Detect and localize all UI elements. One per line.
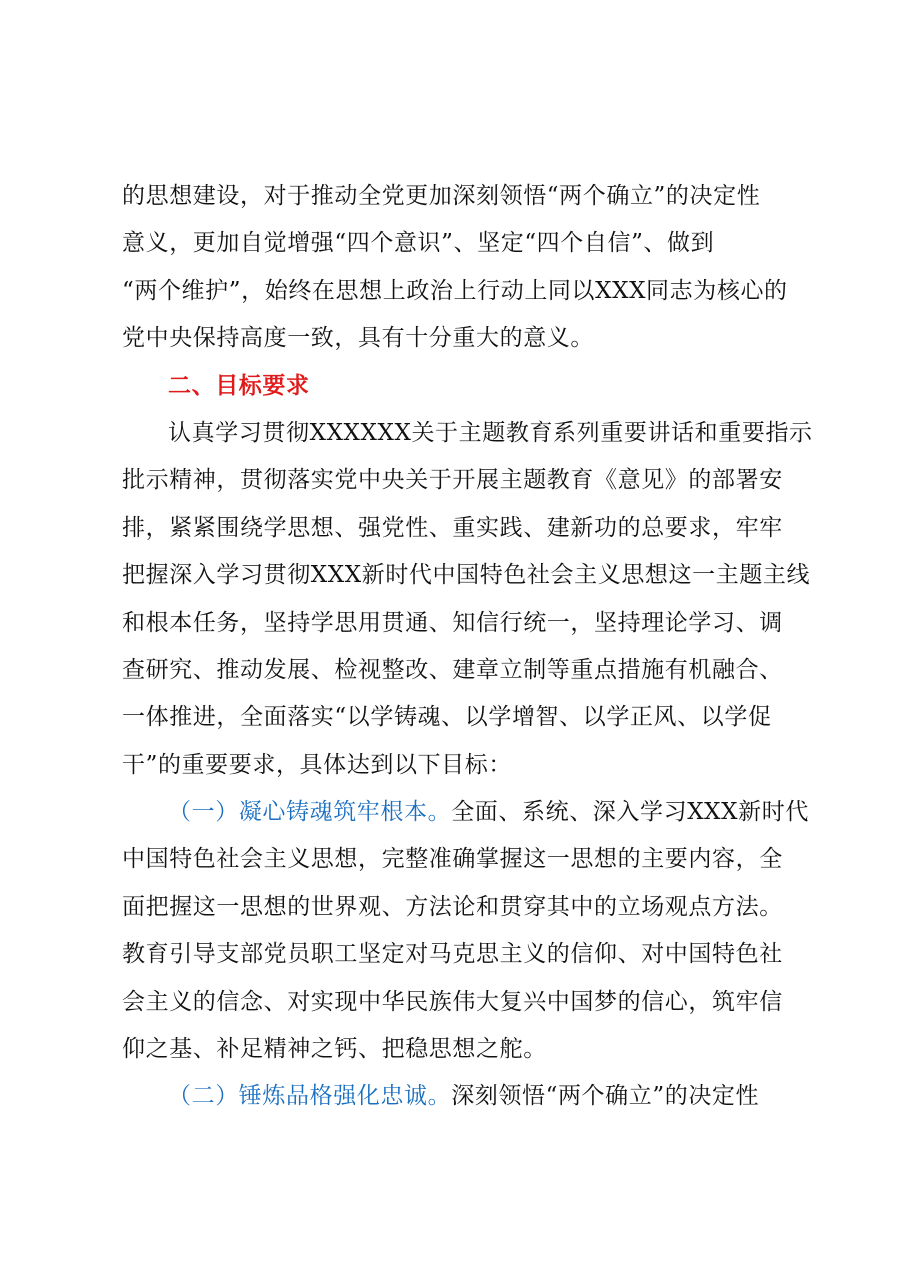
body-line: “两个维护”，始终在思想上政治上行动上同以XXX同志为核心的 (122, 277, 788, 304)
sub1-line: 教育引导支部党员职工坚定对马克思主义的信仰、对中国特色社 (122, 941, 783, 968)
body-line: 意义，更加自觉增强“四个意识”、坚定“四个自信”、做到 (122, 230, 715, 257)
goal-paragraph-line: 把握深入学习贯彻XXX新时代中国特色社会主义思想这一主题主线 (122, 562, 811, 589)
goal-paragraph-line: 认真学习贯彻XXXXXX关于主题教育系列重要讲话和重要指示 (168, 419, 813, 446)
section-heading-goals: 二、目标要求 (168, 372, 310, 399)
sub2-first-line-text: 深刻领悟“两个确立”的决定性 (451, 1083, 760, 1110)
goal-paragraph-line: 和根本任务，坚持学思用贯通、知信行统一，坚持理论学习、调 (122, 609, 783, 636)
goal-paragraph-line: 干”的重要要求，具体达到以下目标： (122, 751, 512, 778)
sub1-heading: （一）凝心铸魂筑牢根本。 (168, 799, 452, 826)
sub2-first-line (122, 1073, 822, 1120)
sub1-line: 面把握这一思想的世界观、方法论和贯穿其中的立场观点方法。 (122, 893, 783, 920)
goal-paragraph-line: 批示精神，贯彻落实党中央关于开展主题教育《意见》的部署安 (122, 467, 783, 494)
sub1-first-line (122, 789, 822, 836)
goal-paragraph-line: 一体推进，全面落实“以学铸魂、以学增智、以学正风、以学促 (122, 704, 772, 731)
document-body (122, 173, 822, 1121)
sub2-heading: （二）锤炼品格强化忠诚。 (168, 1083, 452, 1110)
sub1-line: 仰之基、补足精神之钙、把稳思想之舵。 (122, 1036, 547, 1063)
sub1-first-line-text: 全面、系统、深入学习XXX新时代 (451, 799, 809, 826)
body-line: 的思想建设，对于推动全党更加深刻领悟“两个确立”的决定性 (122, 183, 761, 209)
sub1-line: 会主义的信念、对实现中华民族伟大复兴中国梦的信心，筑牢信 (122, 988, 783, 1015)
goal-paragraph-line: 排，紧紧围绕学思想、强党性、重实践、建新功的总要求，牢牢 (122, 514, 783, 541)
body-line: 党中央保持高度一致，具有十分重大的意义。 (122, 325, 594, 352)
sub1-line: 中国特色社会主义思想，完整准确掌握这一思想的主要内容，全 (122, 846, 783, 873)
goal-paragraph-line: 查研究、推动发展、检视整改、建章立制等重点措施有机融合、 (122, 656, 783, 683)
